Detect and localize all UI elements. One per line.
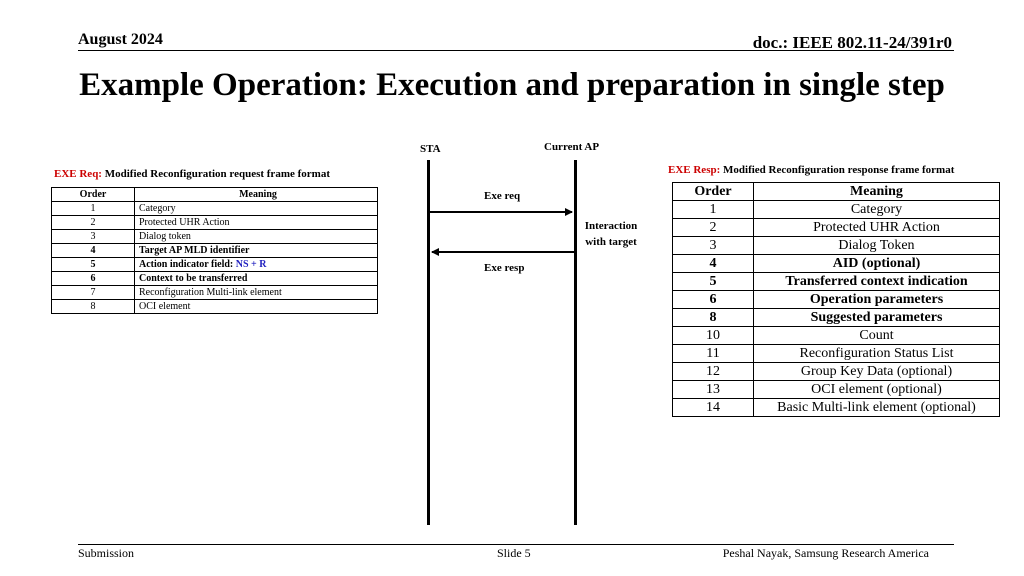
meaning-text: OCI element (optional): [811, 382, 942, 397]
table-row: [52, 300, 378, 314]
meaning-cell: [754, 381, 1000, 399]
order-cell: 3: [52, 230, 135, 244]
meaning-cell: [754, 255, 1000, 273]
meaning-text: Target AP MLD identifier: [139, 244, 250, 256]
meaning-cell: [754, 327, 1000, 345]
meaning-text: Transferred context indication: [785, 274, 968, 289]
table-row: [673, 237, 1000, 255]
meaning-text: Basic Multi-link element (optional): [777, 400, 976, 415]
meaning-cell: [754, 345, 1000, 363]
meaning-text: Action indicator field:: [139, 258, 236, 270]
exe-req-label: Exe req: [484, 190, 521, 202]
table-row: [673, 201, 1000, 219]
table-row: [673, 363, 1000, 381]
meaning-cell: [754, 363, 1000, 381]
order-cell: 3: [673, 237, 754, 255]
order-cell: 7: [52, 286, 135, 300]
table-row: [52, 230, 378, 244]
column-header-order: Order: [673, 183, 754, 201]
sta-label: STA: [420, 143, 441, 155]
table-row: [673, 309, 1000, 327]
table-row: [52, 258, 378, 272]
order-cell: 14: [673, 399, 754, 417]
exe-req-caption-prefix: EXE Req:: [54, 168, 102, 180]
meaning-text: Category: [139, 202, 176, 214]
table-row: [673, 291, 1000, 309]
meaning-cell: [754, 219, 1000, 237]
table-row: [673, 219, 1000, 237]
footer-divider: [78, 544, 954, 545]
meaning-text: Dialog token: [139, 230, 191, 242]
meaning-text: Protected UHR Action: [139, 216, 230, 228]
order-cell: 8: [52, 300, 135, 314]
meaning-text: Category: [850, 202, 903, 217]
meaning-cell: [754, 201, 1000, 219]
meaning-cell: [135, 272, 378, 286]
table-row: [673, 327, 1000, 345]
exe-resp-table: [672, 182, 1000, 417]
order-cell: 2: [673, 219, 754, 237]
meaning-text: Count: [859, 328, 894, 343]
meaning-cell: [754, 291, 1000, 309]
exe-req-caption-text: Modified Reconfiguration request frame format: [101, 168, 330, 180]
meaning-cell: [135, 202, 378, 216]
column-header-meaning: Meaning: [754, 183, 1000, 201]
meaning-cell: [135, 216, 378, 230]
meaning-text: Suggested parameters: [810, 310, 943, 325]
exe-resp-caption-prefix: EXE Resp:: [668, 164, 721, 176]
exe-req-table-body: [52, 202, 378, 314]
meaning-text: Dialog Token: [838, 238, 915, 253]
meaning-text: Protected UHR Action: [813, 220, 940, 235]
column-header-meaning: Meaning: [135, 188, 378, 202]
exe-resp-label: Exe resp: [484, 262, 525, 274]
exe-req-table: [51, 187, 378, 314]
meaning-cell: [754, 273, 1000, 291]
order-cell: 1: [673, 201, 754, 219]
footer-author: Peshal Nayak, Samsung Research America: [722, 546, 929, 560]
table-row: [673, 345, 1000, 363]
current-ap-label: Current AP: [544, 141, 600, 153]
meaning-text: Context to be transferred: [139, 272, 248, 284]
exe-resp-caption: [668, 164, 954, 176]
footer-slide-number: Slide 5: [497, 546, 531, 560]
table-row: [52, 216, 378, 230]
order-cell: 1: [52, 202, 135, 216]
order-cell: 6: [52, 272, 135, 286]
table-row: [52, 272, 378, 286]
interaction-label: Interaction with target: [584, 220, 638, 248]
meaning-text: AID (optional): [832, 256, 921, 271]
order-cell: 5: [52, 258, 135, 272]
meaning-cell: [754, 237, 1000, 255]
meaning-text: Operation parameters: [809, 292, 944, 307]
table-row: [673, 399, 1000, 417]
table-row: [673, 381, 1000, 399]
meaning-text: Reconfiguration Status List: [799, 346, 954, 361]
meaning-cell: [135, 300, 378, 314]
order-cell: 12: [673, 363, 754, 381]
exe-resp-caption-text: Modified Reconfiguration response frame format: [720, 164, 955, 176]
table-row: [673, 273, 1000, 291]
order-cell: 6: [673, 291, 754, 309]
footer-submission: Submission: [78, 546, 135, 560]
meaning-cell: [135, 244, 378, 258]
exe-req-caption: [54, 168, 330, 180]
action-indicator-value: NS + R: [235, 258, 267, 270]
meaning-text: Group Key Data (optional): [800, 364, 953, 379]
meaning-cell: [135, 230, 378, 244]
order-cell: 5: [673, 273, 754, 291]
column-header-order: Order: [52, 188, 135, 202]
order-cell: 8: [673, 309, 754, 327]
meaning-cell: [754, 309, 1000, 327]
meaning-cell: [135, 258, 378, 272]
header-date: August 2024: [78, 31, 163, 48]
order-cell: 2: [52, 216, 135, 230]
meaning-cell: [754, 399, 1000, 417]
order-cell: 13: [673, 381, 754, 399]
meaning-text: OCI element: [139, 300, 191, 312]
header-doc-id: doc.: IEEE 802.11-24/391r0: [752, 33, 952, 52]
table-row: [52, 286, 378, 300]
slide-title: Example Operation: Execution and preparation in single step: [79, 67, 945, 103]
order-cell: 11: [673, 345, 754, 363]
exe-resp-table-body: [673, 201, 1000, 417]
meaning-text: Reconfiguration Multi-link element: [139, 286, 282, 298]
order-cell: 10: [673, 327, 754, 345]
meaning-cell: [135, 286, 378, 300]
table-row: [52, 244, 378, 258]
order-cell: 4: [673, 255, 754, 273]
order-cell: 4: [52, 244, 135, 258]
table-row: [52, 202, 378, 216]
table-row: [673, 255, 1000, 273]
